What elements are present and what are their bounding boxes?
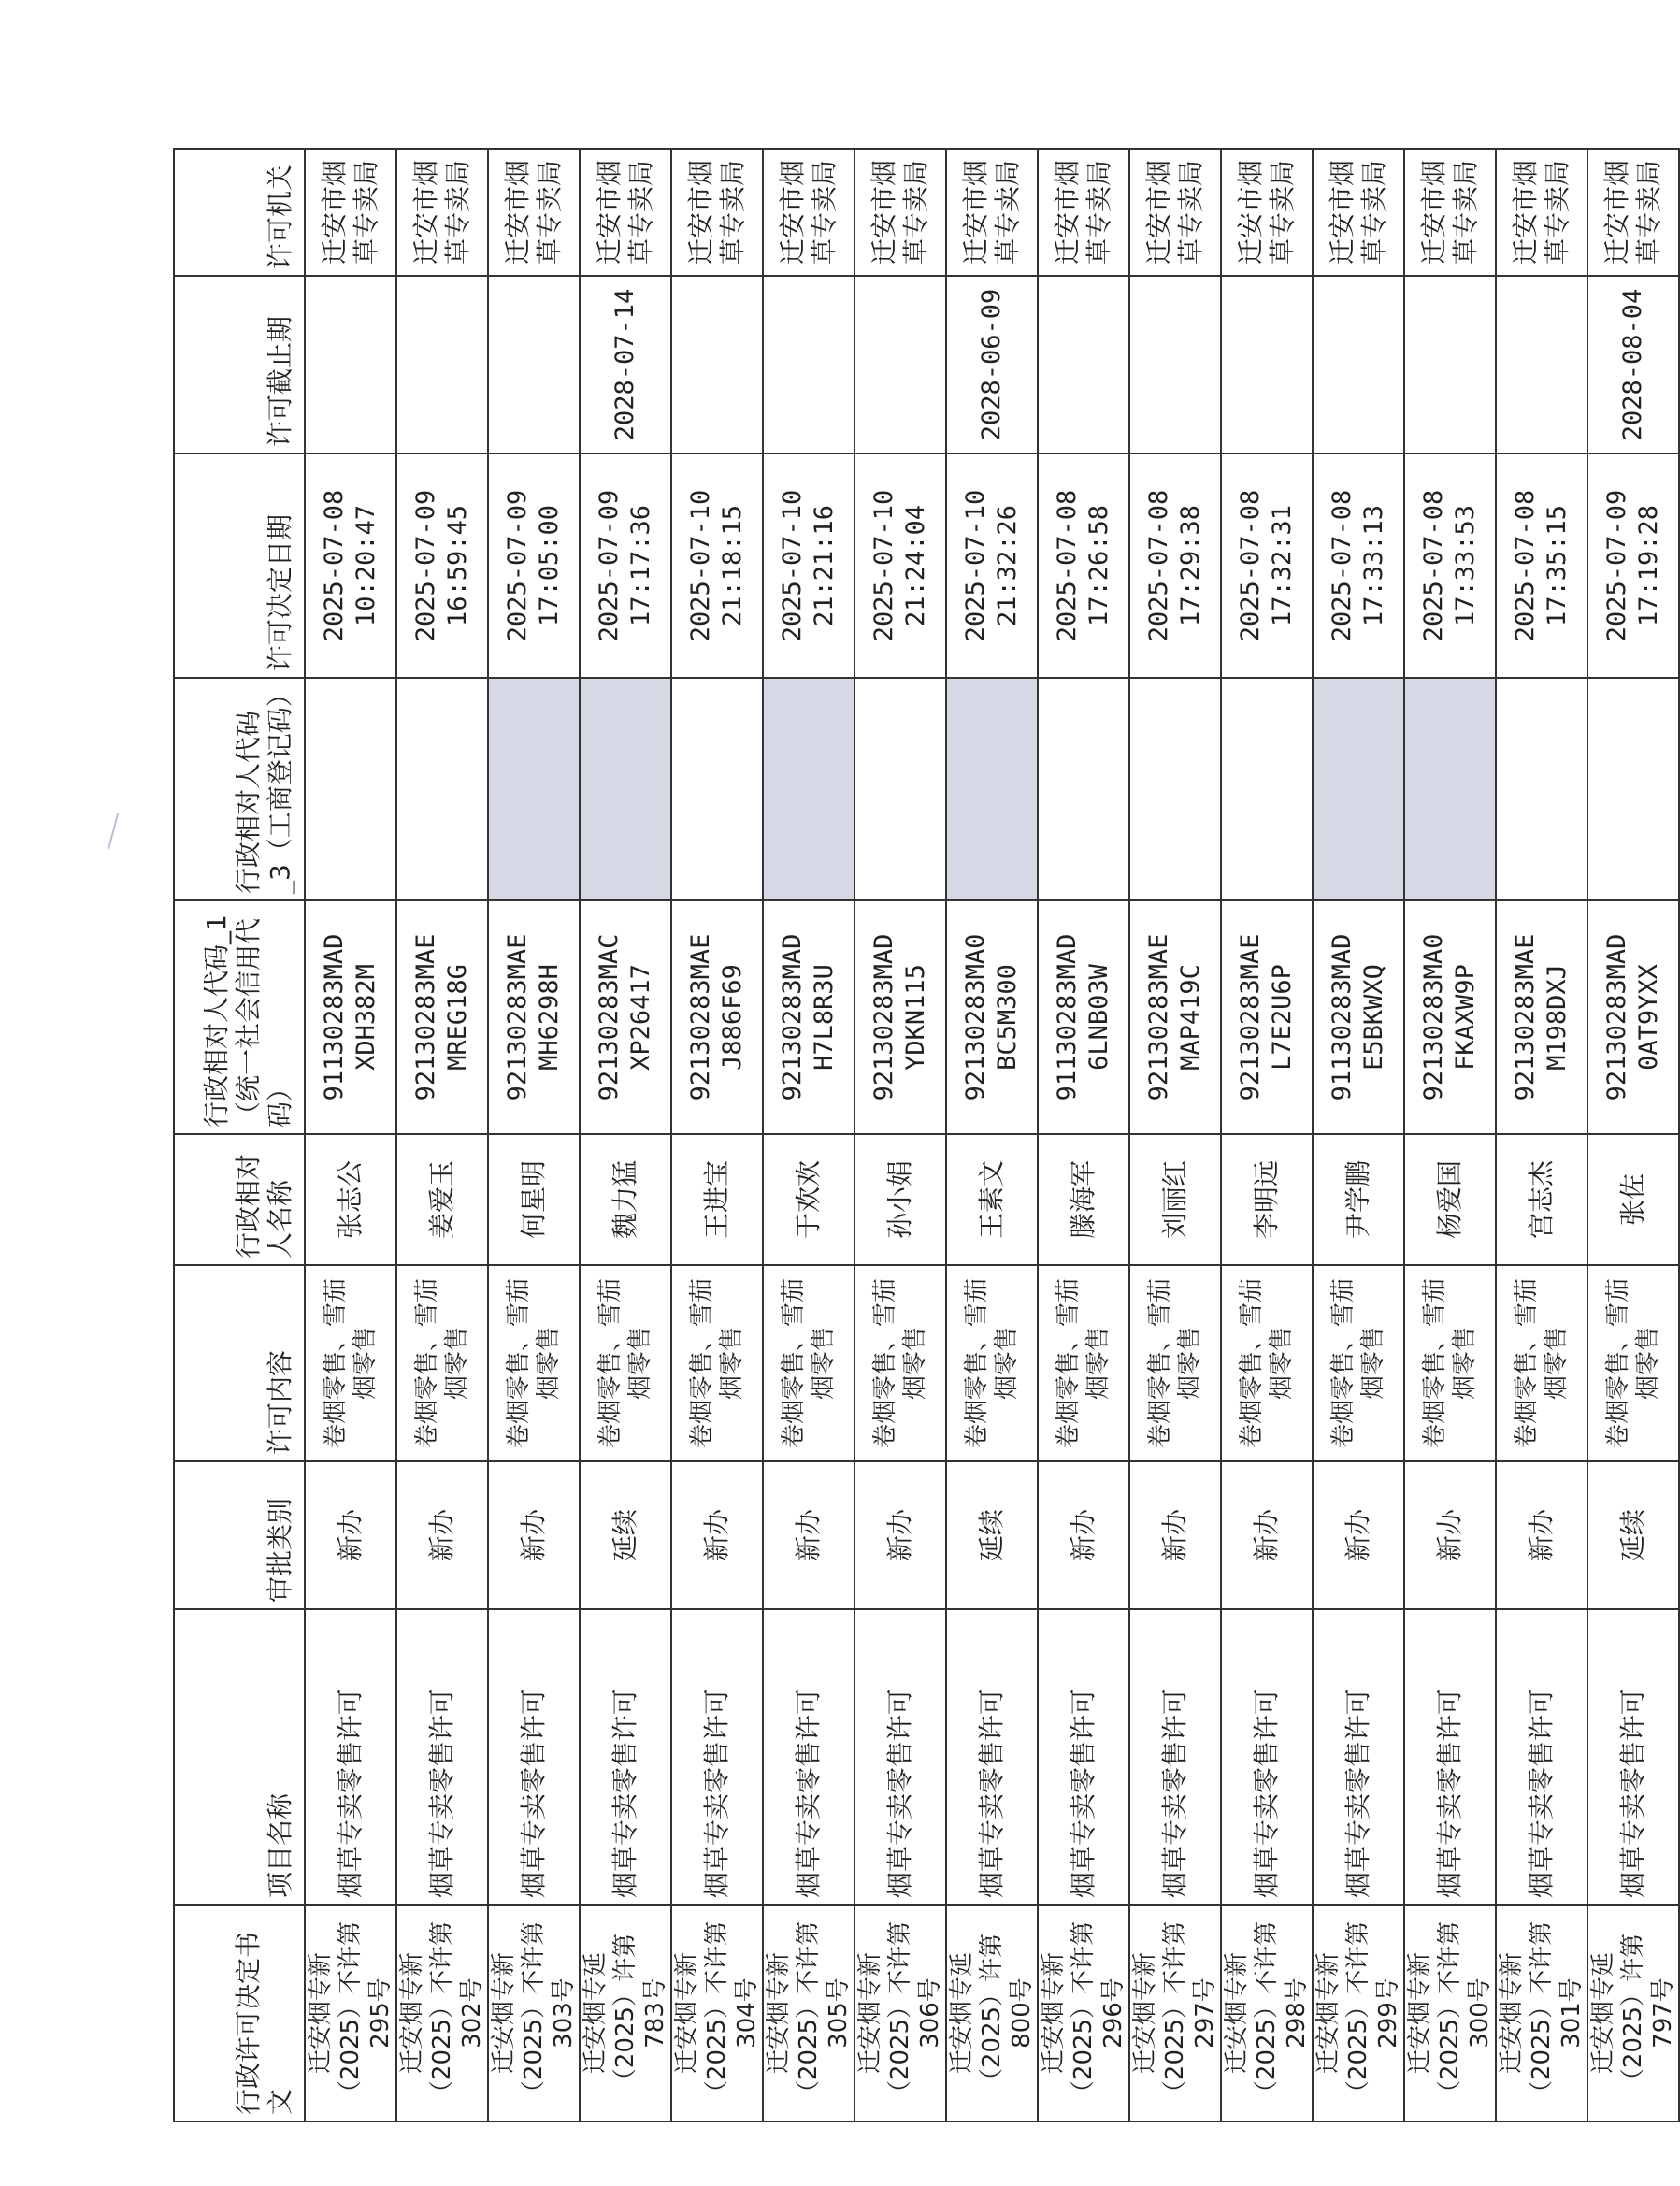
party-name-cell: 魏力猛: [580, 1134, 671, 1265]
content-cell: 卷烟零售、雪茄烟零售: [671, 1265, 763, 1461]
category-cell: 新办: [1404, 1461, 1496, 1609]
header-cell: 行政许可决定书文: [174, 1905, 305, 2121]
reg-code-cell: [488, 678, 580, 900]
project-name-cell: 烟草专卖零售许可: [488, 1609, 580, 1905]
rotated-page: [173, 150, 1677, 2122]
credit-code-cell: 91130283MAD 6LNB03W: [1038, 900, 1129, 1134]
reg-code-cell: [671, 678, 763, 900]
decision-date-cell: 2025-07-08 17:29:38: [1129, 453, 1221, 678]
authority-cell: 迁安市烟草专卖局: [1129, 149, 1221, 276]
doc-number-cell: 迁安烟专新（2025）不许第304号: [671, 1905, 763, 2121]
project-name-cell: 烟草专卖零售许可: [1587, 1609, 1679, 1905]
table-row: [1313, 149, 1404, 2121]
credit-code-cell: 92130283MAE MREG18G: [396, 900, 488, 1134]
decision-date-cell: 2025-07-08 17:32:31: [1221, 453, 1313, 678]
credit-code-cell: 92130283MAE MAP419C: [1129, 900, 1221, 1134]
expire-date-cell: [1038, 276, 1129, 453]
party-name-cell: 姜爱玉: [396, 1134, 488, 1265]
party-name-cell: 宫志杰: [1496, 1134, 1587, 1265]
doc-number-cell: 迁安烟专新（2025）不许第302号: [396, 1905, 488, 2121]
reg-code-cell: [1313, 678, 1404, 900]
reg-code-cell: [854, 678, 946, 900]
scan-mark: [108, 813, 124, 852]
table-row: [1404, 149, 1496, 2121]
category-cell: 新办: [671, 1461, 763, 1609]
content-cell: 卷烟零售、雪茄烟零售: [1496, 1265, 1587, 1461]
content-cell: 卷烟零售、雪茄烟零售: [763, 1265, 854, 1461]
table-row: [305, 149, 396, 2121]
doc-number-cell: 迁安烟专延（2025）许第783号: [580, 1905, 671, 2121]
project-name-cell: 烟草专卖零售许可: [1496, 1609, 1587, 1905]
party-name-cell: 王素文: [946, 1134, 1038, 1265]
reg-code-cell: [763, 678, 854, 900]
project-name-cell: 烟草专卖零售许可: [305, 1609, 396, 1905]
party-name-cell: 李明远: [1221, 1134, 1313, 1265]
header-cell: 许可机关: [174, 149, 305, 276]
header-cell: 许可决定日期: [174, 453, 305, 678]
authority-cell: 迁安市烟草专卖局: [580, 149, 671, 276]
doc-number-cell: 迁安烟专新（2025）不许第303号: [488, 1905, 580, 2121]
expire-date-cell: [854, 276, 946, 453]
decision-date-cell: 2025-07-09 17:19:28: [1587, 453, 1679, 678]
decision-date-cell: 2025-07-08 10:20:47: [305, 453, 396, 678]
project-name-cell: 烟草专卖零售许可: [396, 1609, 488, 1905]
table-row: [396, 149, 488, 2121]
category-cell: 延续: [946, 1461, 1038, 1609]
table-row: [1038, 149, 1129, 2121]
authority-cell: 迁安市烟草专卖局: [488, 149, 580, 276]
content-cell: 卷烟零售、雪茄烟零售: [396, 1265, 488, 1461]
table-row: [1587, 149, 1679, 2121]
reg-code-cell: [1587, 678, 1679, 900]
category-cell: 新办: [396, 1461, 488, 1609]
credit-code-cell: 92130283MAD H7L8R3U: [763, 900, 854, 1134]
authority-cell: 迁安市烟草专卖局: [671, 149, 763, 276]
category-cell: 新办: [1038, 1461, 1129, 1609]
content-cell: 卷烟零售、雪茄烟零售: [1221, 1265, 1313, 1461]
category-cell: 新办: [488, 1461, 580, 1609]
doc-number-cell: 迁安烟专新（2025）不许第298号: [1221, 1905, 1313, 2121]
content-cell: 卷烟零售、雪茄烟零售: [305, 1265, 396, 1461]
project-name-cell: 烟草专卖零售许可: [1313, 1609, 1404, 1905]
expire-date-cell: [1221, 276, 1313, 453]
table-row: [1221, 149, 1313, 2121]
header-cell: 许可内容: [174, 1265, 305, 1461]
decision-date-cell: 2025-07-10 21:24:04: [854, 453, 946, 678]
party-name-cell: 张佐: [1587, 1134, 1679, 1265]
header-cell: 许可截止期: [174, 276, 305, 453]
authority-cell: 迁安市烟草专卖局: [1038, 149, 1129, 276]
expire-date-cell: [488, 276, 580, 453]
content-cell: 卷烟零售、雪茄烟零售: [488, 1265, 580, 1461]
content-cell: 卷烟零售、雪茄烟零售: [854, 1265, 946, 1461]
table-row: [763, 149, 854, 2121]
authority-cell: 迁安市烟草专卖局: [854, 149, 946, 276]
table-row: [488, 149, 580, 2121]
party-name-cell: 何星明: [488, 1134, 580, 1265]
category-cell: 新办: [1313, 1461, 1404, 1609]
expire-date-cell: [396, 276, 488, 453]
reg-code-cell: [1129, 678, 1221, 900]
expire-date-cell: [1313, 276, 1404, 453]
reg-code-cell: [1221, 678, 1313, 900]
content-cell: 卷烟零售、雪茄烟零售: [580, 1265, 671, 1461]
party-name-cell: 滕海军: [1038, 1134, 1129, 1265]
category-cell: 新办: [1129, 1461, 1221, 1609]
category-cell: 延续: [580, 1461, 671, 1609]
expire-date-cell: [1496, 276, 1587, 453]
reg-code-cell: [946, 678, 1038, 900]
credit-code-cell: 92130283MA0 BC5M300: [946, 900, 1038, 1134]
header-cell: 行政相对人代码_3（工商登记码）: [174, 678, 305, 900]
expire-date-cell: 2028-06-09: [946, 276, 1038, 453]
project-name-cell: 烟草专卖零售许可: [763, 1609, 854, 1905]
credit-code-cell: 92130283MAE J886F69: [671, 900, 763, 1134]
authority-cell: 迁安市烟草专卖局: [1404, 149, 1496, 276]
project-name-cell: 烟草专卖零售许可: [1221, 1609, 1313, 1905]
reg-code-cell: [396, 678, 488, 900]
credit-code-cell: 92130283MAE MH6298H: [488, 900, 580, 1134]
reg-code-cell: [580, 678, 671, 900]
decision-date-cell: 2025-07-09 17:17:36: [580, 453, 671, 678]
expire-date-cell: 2028-07-14: [580, 276, 671, 453]
category-cell: 新办: [763, 1461, 854, 1609]
party-name-cell: 刘丽红: [1129, 1134, 1221, 1265]
authority-cell: 迁安市烟草专卖局: [305, 149, 396, 276]
table-row: [1496, 149, 1587, 2121]
decision-date-cell: 2025-07-08 17:33:13: [1313, 453, 1404, 678]
decision-date-cell: 2025-07-10 21:32:26: [946, 453, 1038, 678]
content-cell: 卷烟零售、雪茄烟零售: [1038, 1265, 1129, 1461]
credit-code-cell: 92130283MA0 FKAXW9P: [1404, 900, 1496, 1134]
credit-code-cell: 92130283MAD 0AT9YXX: [1587, 900, 1679, 1134]
party-name-cell: 王进宝: [671, 1134, 763, 1265]
content-cell: 卷烟零售、雪茄烟零售: [1129, 1265, 1221, 1461]
decision-date-cell: 2025-07-08 17:35:15: [1496, 453, 1587, 678]
party-name-cell: 张志公: [305, 1134, 396, 1265]
authority-cell: 迁安市烟草专卖局: [763, 149, 854, 276]
decision-date-cell: 2025-07-08 17:26:58: [1038, 453, 1129, 678]
project-name-cell: 烟草专卖零售许可: [671, 1609, 763, 1905]
authority-cell: 迁安市烟草专卖局: [1313, 149, 1404, 276]
party-name-cell: 于欢欢: [763, 1134, 854, 1265]
doc-number-cell: 迁安烟专新（2025）不许第299号: [1313, 1905, 1404, 2121]
project-name-cell: 烟草专卖零售许可: [854, 1609, 946, 1905]
reg-code-cell: [1404, 678, 1496, 900]
doc-number-cell: 迁安烟专新（2025）不许第300号: [1404, 1905, 1496, 2121]
project-name-cell: 烟草专卖零售许可: [1038, 1609, 1129, 1905]
credit-code-cell: 92130283MAE M198DXJ: [1496, 900, 1587, 1134]
table-row: [946, 149, 1038, 2121]
category-cell: 新办: [1221, 1461, 1313, 1609]
authority-cell: 迁安市烟草专卖局: [946, 149, 1038, 276]
authority-cell: 迁安市烟草专卖局: [1587, 149, 1679, 276]
expire-date-cell: [671, 276, 763, 453]
category-cell: 新办: [305, 1461, 396, 1609]
reg-code-cell: [1038, 678, 1129, 900]
content-cell: 卷烟零售、雪茄烟零售: [1313, 1265, 1404, 1461]
permit-table: [173, 148, 1680, 2122]
content-cell: 卷烟零售、雪茄烟零售: [1587, 1265, 1679, 1461]
doc-number-cell: 迁安烟专延（2025）许第800号: [946, 1905, 1038, 2121]
header-cell: 项目名称: [174, 1609, 305, 1905]
category-cell: 新办: [1496, 1461, 1587, 1609]
expire-date-cell: [1129, 276, 1221, 453]
project-name-cell: 烟草专卖零售许可: [1129, 1609, 1221, 1905]
header-cell: 行政相对人名称: [174, 1134, 305, 1265]
decision-date-cell: 2025-07-10 21:18:15: [671, 453, 763, 678]
doc-number-cell: 迁安烟专新（2025）不许第306号: [854, 1905, 946, 2121]
credit-code-cell: 92130283MAE L7E2U6P: [1221, 900, 1313, 1134]
expire-date-cell: 2028-08-04: [1587, 276, 1679, 453]
reg-code-cell: [1496, 678, 1587, 900]
expire-date-cell: [1404, 276, 1496, 453]
decision-date-cell: 2025-07-08 17:33:53: [1404, 453, 1496, 678]
credit-code-cell: 91130283MAD XDH382M: [305, 900, 396, 1134]
header-cell: 审批类别: [174, 1461, 305, 1609]
project-name-cell: 烟草专卖零售许可: [580, 1609, 671, 1905]
project-name-cell: 烟草专卖零售许可: [946, 1609, 1038, 1905]
credit-code-cell: 92130283MAC XP26417: [580, 900, 671, 1134]
table-row: [1129, 149, 1221, 2121]
doc-number-cell: 迁安烟专新（2025）不许第296号: [1038, 1905, 1129, 2121]
doc-number-cell: 迁安烟专新（2025）不许第305号: [763, 1905, 854, 2121]
header-cell: 行政相对人代码_1（统一社会信用代码）: [174, 900, 305, 1134]
credit-code-cell: 91130283MAD E5BKWXQ: [1313, 900, 1404, 1134]
party-name-cell: 杨爱国: [1404, 1134, 1496, 1265]
authority-cell: 迁安市烟草专卖局: [1496, 149, 1587, 276]
decision-date-cell: 2025-07-10 21:21:16: [763, 453, 854, 678]
party-name-cell: 孙小娟: [854, 1134, 946, 1265]
reg-code-cell: [305, 678, 396, 900]
category-cell: 新办: [854, 1461, 946, 1609]
table-row: [854, 149, 946, 2121]
doc-number-cell: 迁安烟专延（2025）许第797号: [1587, 1905, 1679, 2121]
authority-cell: 迁安市烟草专卖局: [1221, 149, 1313, 276]
header-row: [174, 149, 305, 2121]
doc-number-cell: 迁安烟专新（2025）不许第297号: [1129, 1905, 1221, 2121]
category-cell: 延续: [1587, 1461, 1679, 1609]
table-row: [580, 149, 671, 2121]
table-row: [671, 149, 763, 2121]
expire-date-cell: [305, 276, 396, 453]
doc-number-cell: 迁安烟专新（2025）不许第295号: [305, 1905, 396, 2121]
expire-date-cell: [763, 276, 854, 453]
credit-code-cell: 92130283MAD YDKN115: [854, 900, 946, 1134]
content-cell: 卷烟零售、雪茄烟零售: [946, 1265, 1038, 1461]
decision-date-cell: 2025-07-09 16:59:45: [396, 453, 488, 678]
content-cell: 卷烟零售、雪茄烟零售: [1404, 1265, 1496, 1461]
authority-cell: 迁安市烟草专卖局: [396, 149, 488, 276]
decision-date-cell: 2025-07-09 17:05:00: [488, 453, 580, 678]
project-name-cell: 烟草专卖零售许可: [1404, 1609, 1496, 1905]
party-name-cell: 尹学鹏: [1313, 1134, 1404, 1265]
doc-number-cell: 迁安烟专新（2025）不许第301号: [1496, 1905, 1587, 2121]
